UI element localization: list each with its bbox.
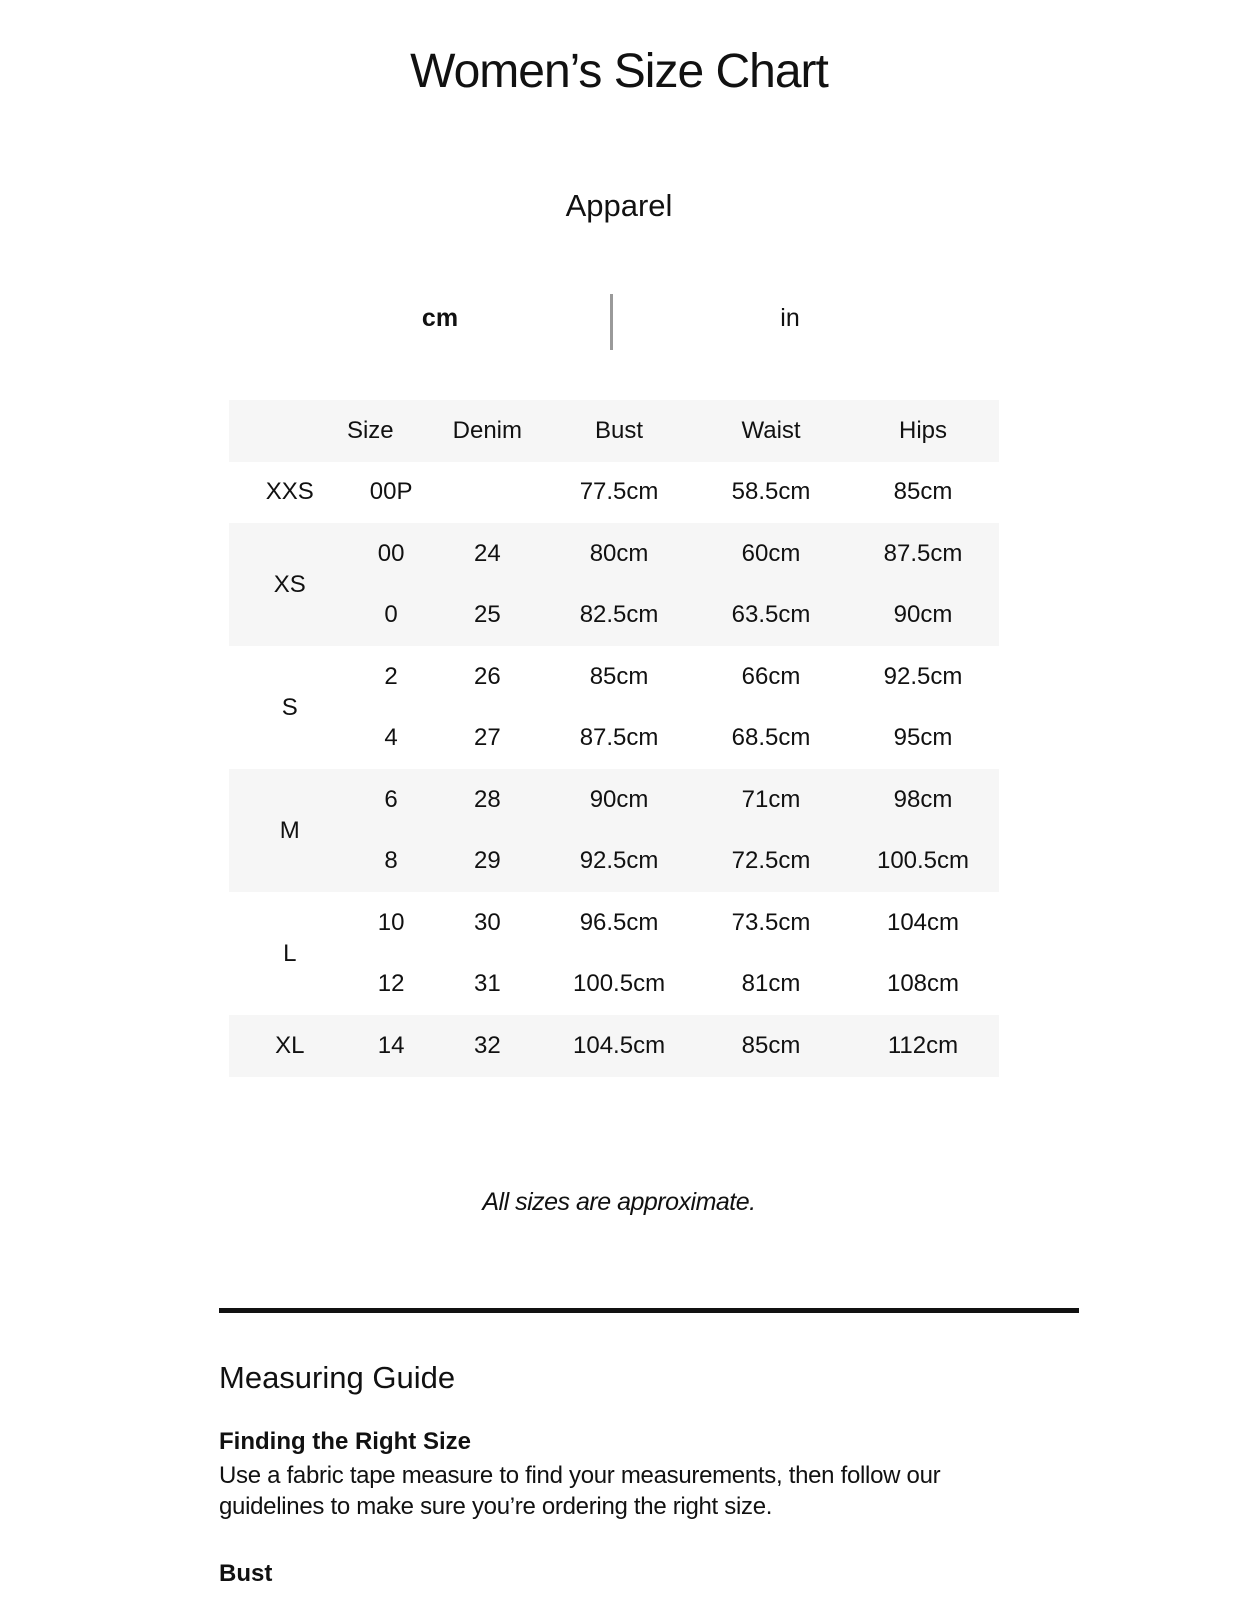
size-label: L [283,939,297,967]
guide-subtitle: Finding the Right Size [219,1428,471,1455]
denim-size: 32 [432,1015,543,1077]
unit-cm-button[interactable]: cm [340,304,540,333]
size-number: 2 [384,662,398,690]
page-title: Women’s Size Chart [410,45,828,98]
denim-size: 30 [473,908,501,936]
hips-value: 104cm [886,908,960,936]
bust-value: 104.5cm [543,1015,695,1077]
denim-size: 31 [473,970,501,998]
denim-size [432,462,543,524]
hips-value: 92.5cm [883,662,963,690]
bust-value: 85cm [589,662,649,690]
header-size: Size [346,416,394,444]
bust-value: 96.5cm [579,908,659,936]
size-number: 12 [377,970,405,998]
guide-text: Use a fabric tape measure to find your measurements, then follow our guidelines to make sure you’re ordering the right size. [219,1462,941,1520]
hips-value: 100.5cm [847,831,999,893]
table-row [229,769,999,831]
section-title: Apparel [565,188,673,223]
size-number: 00P [369,478,413,506]
section-divider [219,1308,1079,1313]
table-row [229,462,999,524]
denim-size: 25 [432,585,543,647]
waist-value: 68.5cm [731,724,811,752]
hips-value: 112cm [847,1015,999,1077]
unit-in-button[interactable]: in [690,304,890,333]
header-bust: Bust [595,416,644,444]
table-row [229,646,999,708]
size-number: 4 [384,724,398,752]
denim-size: 26 [473,662,501,690]
bust-value: 92.5cm [543,831,695,893]
table-row [229,523,999,585]
unit-toggle [260,294,980,350]
waist-value: 72.5cm [695,831,847,893]
header-waist: Waist [741,416,801,444]
bust-value: 77.5cm [579,478,659,506]
hips-value: 85cm [893,478,953,506]
unit-divider [610,294,613,350]
header-denim: Denim [452,416,523,444]
denim-size: 24 [432,523,543,585]
hips-value: 95cm [893,724,953,752]
hips-value: 87.5cm [847,523,999,585]
size-label: XS [229,523,351,646]
size-number: 0 [351,585,432,647]
size-label: XXS [265,478,314,506]
bust-value: 82.5cm [543,585,695,647]
hips-value: 90cm [847,585,999,647]
size-number: 6 [351,769,432,831]
size-number: 00 [351,523,432,585]
waist-value: 71cm [695,769,847,831]
waist-value: 73.5cm [731,908,811,936]
bust-value: 90cm [543,769,695,831]
size-table [229,400,999,1077]
denim-size: 29 [432,831,543,893]
size-label: S [281,693,298,721]
table-row [229,1015,999,1077]
size-label: XL [229,1015,351,1077]
denim-size: 28 [432,769,543,831]
header-hips: Hips [898,416,947,444]
table-row [229,892,999,954]
bust-value: 87.5cm [579,724,659,752]
size-number: 14 [351,1015,432,1077]
bust-value: 100.5cm [573,970,666,998]
hips-value: 108cm [886,970,960,998]
waist-value: 58.5cm [731,478,811,506]
table-header-row [229,400,999,462]
waist-value: 66cm [741,662,801,690]
waist-value: 85cm [695,1015,847,1077]
waist-value: 63.5cm [695,585,847,647]
size-label: M [229,769,351,892]
size-number: 10 [377,908,405,936]
size-number: 8 [351,831,432,893]
guide-bust-heading: Bust [219,1560,273,1587]
denim-size: 27 [473,724,501,752]
waist-value: 60cm [695,523,847,585]
waist-value: 81cm [741,970,801,998]
bust-value: 80cm [543,523,695,585]
guide-title: Measuring Guide [219,1360,456,1395]
hips-value: 98cm [847,769,999,831]
approximate-note: All sizes are approximate. [482,1188,756,1216]
